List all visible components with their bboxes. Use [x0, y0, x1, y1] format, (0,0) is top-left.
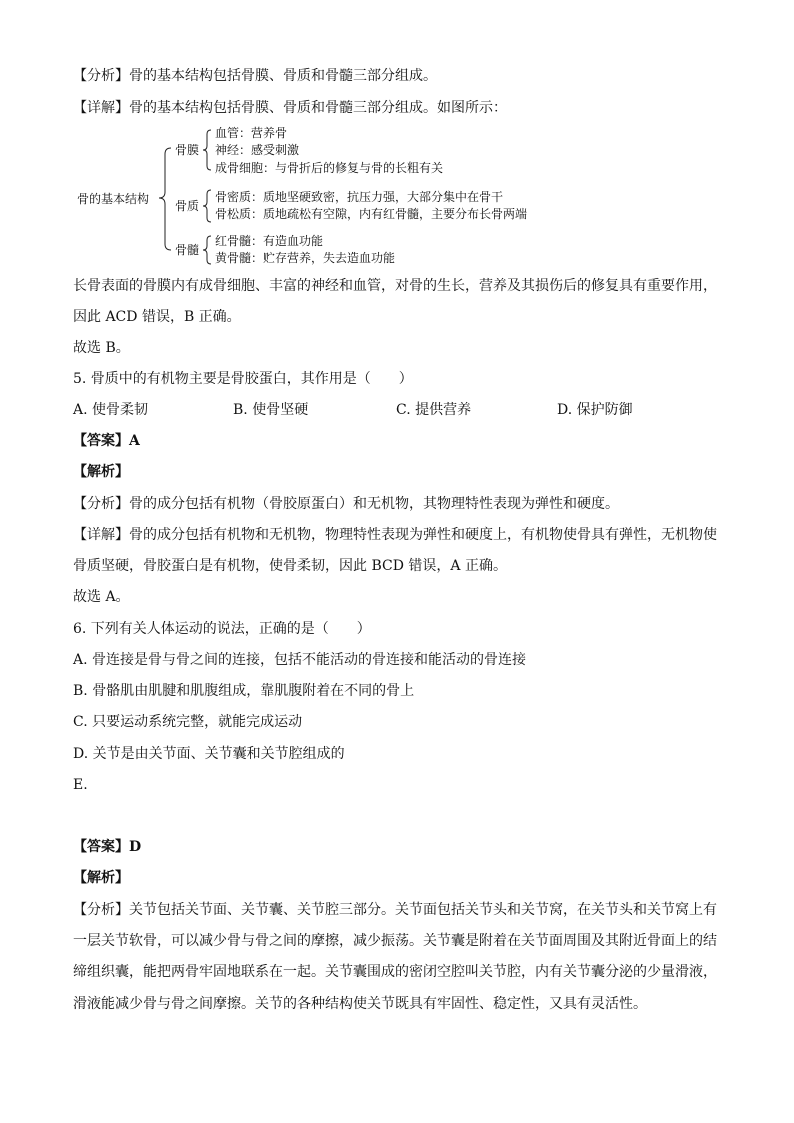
q5-detail-line-2: 骨质坚硬，骨胶蛋白是有机物，使骨柔韧，因此 BCD 错误，A 正确。	[73, 558, 507, 574]
periosteum-brace	[203, 130, 211, 170]
question-6-stem: 6. 下列有关人体运动的说法，正确的是（ ）	[73, 621, 371, 637]
branch-marrow: 骨髓	[175, 243, 200, 257]
q5-analysis: 【分析】骨的成分包括有机物（骨胶原蛋白）和无机物，其物理特性表现为弹性和硬度。	[73, 496, 619, 512]
explanation-line-1: 长骨表面的骨膜内有成骨细胞、丰富的神经和血管，对骨的生长，营养及其损伤后的修复具有重要作用，	[73, 278, 717, 294]
q5-answer: 【答案】A	[73, 433, 140, 449]
branch-periosteum: 骨膜	[175, 143, 200, 157]
q6-option-a: A. 骨连接是骨与骨之间的连接，包括不能活动的骨连接和能活动的骨连接	[73, 652, 527, 668]
q5-option-b: B. 使骨坚硬	[233, 402, 309, 418]
q6-answer: 【答案】D	[73, 839, 142, 855]
q6-jiexi: 【解析】	[73, 870, 129, 886]
q6-option-d: D. 关节是由关节面、关节囊和关节腔组成的	[73, 746, 345, 762]
q6-option-b: B. 骨骼肌由肌腱和肌腹组成，靠肌腹附着在不同的骨上	[73, 683, 415, 699]
q5-detail-line-1: 【详解】骨的成分包括有机物和无机物，物理特性表现为弹性和硬度上，有机物使骨具有弹性，无机物使	[73, 527, 717, 543]
q5-option-c: C. 提供营养	[396, 402, 472, 418]
q6-analysis-line-4: 滑液能减少骨与骨之间摩擦。关节的各种结构使关节既具有牢固性、稳定性，又具有灵活性。	[73, 996, 647, 1012]
q6-option-e: E.	[73, 777, 88, 793]
q5-option-a: A. 使骨柔韧	[73, 402, 149, 418]
main-brace	[159, 148, 171, 250]
tree-item: 骨松质：质地疏松有空隙，内有红骨髓，主要分布长骨两端	[215, 207, 528, 221]
detail-paragraph: 【详解】骨的基本结构包括骨膜、骨质和骨髓三部分组成。如图所示：	[73, 100, 507, 116]
tree-root: 骨的基本结构	[77, 192, 150, 206]
q5-option-d: D. 保护防御	[557, 402, 633, 418]
analysis-paragraph: 【分析】骨的基本结构包括骨膜、骨质和骨髓三部分组成。	[73, 68, 437, 84]
question-5-stem: 5. 骨质中的有机物主要是骨胶蛋白，其作用是（ ）	[73, 371, 413, 387]
q5-jiexi: 【解析】	[73, 464, 129, 480]
q5-choice: 故选 A。	[73, 589, 130, 605]
tree-item: 黄骨髓：贮存营养，失去造血功能	[215, 251, 396, 265]
q6-analysis-line-1: 【分析】关节包括关节面、关节囊、关节腔三部分。关节面包括关节头和关节窝，在关节头和关节窝上有	[73, 902, 717, 918]
branch-bone-substance: 骨质	[175, 199, 200, 213]
explanation-line-2: 因此 ACD 错误，B 正确。	[73, 309, 241, 325]
marrow-brace	[203, 236, 211, 264]
tree-item: 骨密质：质地坚硬致密，抗压力强，大部分集中在骨干	[215, 190, 504, 204]
tree-item: 血管：营养骨	[215, 126, 288, 140]
choice-line: 故选 B。	[73, 340, 130, 356]
tree-item: 神经：感受刺激	[215, 143, 300, 157]
q6-analysis-line-2: 一层关节软骨，可以减少骨与骨之间的摩擦，减少振荡。关节囊是附着在关节面周围及其附近骨面上的结	[73, 933, 717, 949]
bone-structure-diagram	[73, 126, 593, 268]
q6-option-c: C. 只要运动系统完整，就能完成运动	[73, 714, 303, 730]
bone-substance-brace	[203, 190, 211, 222]
q6-analysis-line-3: 缔组织囊，能把两骨牢固地联系在一起。关节囊围成的密闭空腔叫关节腔，内有关节囊分泌的少量滑液，	[73, 964, 717, 980]
tree-item: 红骨髓：有造血功能	[215, 234, 324, 248]
tree-item: 成骨细胞：与骨折后的修复与骨的长粗有关	[215, 161, 444, 175]
